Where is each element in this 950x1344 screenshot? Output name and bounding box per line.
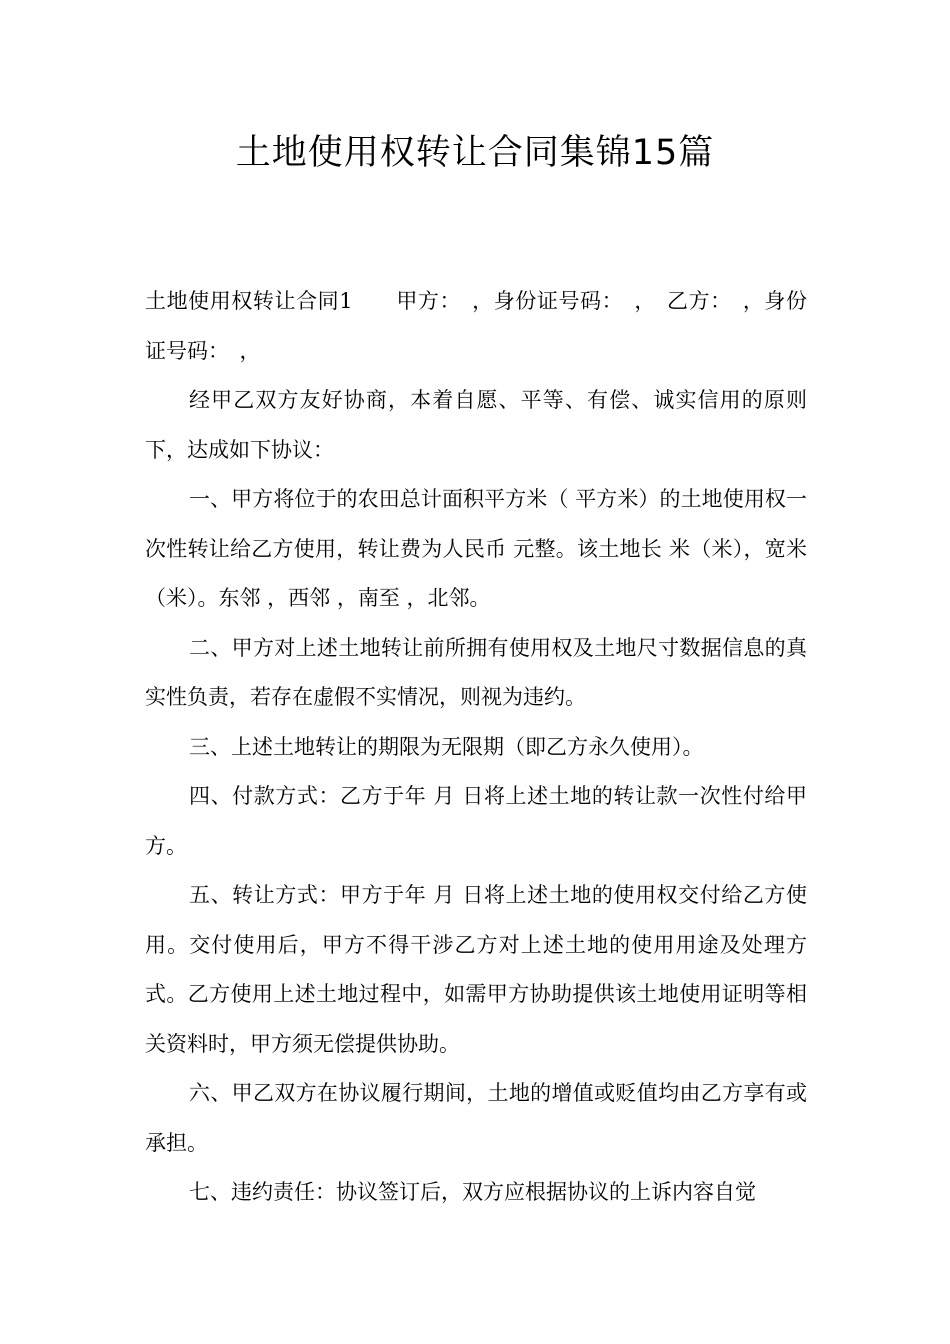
paragraph-header: 土地使用权转让合同1 甲方： ，身份证号码： ， 乙方： ，身份证号码： ，: [145, 289, 807, 363]
paragraph-clause-6: 六、甲乙双方在协议履行期间，土地的增值或贬值均由乙方享有或承担。: [145, 1081, 807, 1155]
paragraph-clause-1: 一、甲方将位于的农田总计面积平方米（ 平方米）的土地使用权一次性转让给乙方使用，转让费为人民币 元整。该土地长 米（米），宽米（米）。东邻 ，西邻 ，南至 ，北邻。: [145, 487, 807, 610]
paragraph-clause-3: 三、上述土地转让的期限为无限期（即乙方永久使用）。: [189, 734, 704, 759]
paragraph-clause-2: 二、甲方对上述土地转让前所拥有使用权及土地尺寸数据信息的真实性负责，若存在虚假不实情况，则视为违约。: [145, 635, 807, 709]
paragraph-clause-5: 五、转让方式：甲方于年 月 日将上述土地的使用权交付给乙方使用。交付使用后，甲方不得干涉乙方对上述土地的使用用途及处理方式。乙方使用上述土地过程中，如需甲方协助提供该土地使用证明等相关资料时，甲方须无偿提供协助。: [145, 883, 807, 1056]
paragraph-clause-7: 七、违约责任：协议签订后，双方应根据协议的上诉内容自觉: [189, 1180, 756, 1204]
document-body: [145, 277, 807, 1218]
paragraph-preamble: 经甲乙双方友好协商，本着自愿、平等、有偿、诚实信用的原则下，达成如下协议：: [145, 388, 807, 462]
document-title: 土地使用权转让合同集锦15篇: [235, 133, 715, 173]
paragraph-clause-4: 四、付款方式：乙方于年 月 日将上述土地的转让款一次性付给甲方。: [145, 784, 807, 858]
